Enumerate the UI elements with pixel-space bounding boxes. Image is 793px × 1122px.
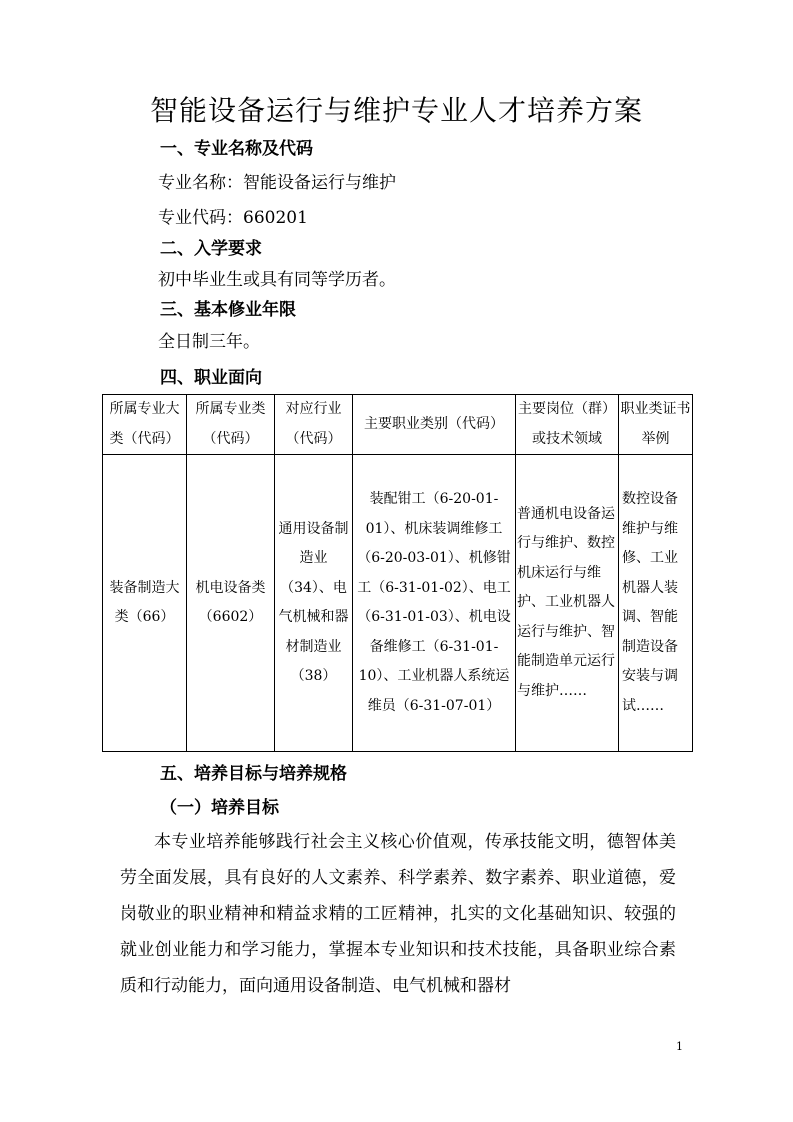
admission-text: 初中毕业生或具有同等学历者。 <box>158 270 396 290</box>
table-row <box>103 455 693 752</box>
section-heading-duration: 三、基本修业年限 <box>160 300 296 320</box>
duration-text: 全日制三年。 <box>158 332 260 352</box>
career-table <box>102 394 693 752</box>
table-cell: 普通机电设备运行与维护、数控机床运行与维护、工业机器人运行与维护、智能制造单元运行与维护…… <box>516 455 619 752</box>
section-heading-career: 四、职业面向 <box>160 368 262 388</box>
page-number: 1 <box>676 1040 683 1053</box>
table-header-cell: 所属专业类（代码） <box>187 395 275 455</box>
table-header-row <box>103 395 693 455</box>
table-cell: 通用设备制造业（34）、电气机械和器材制造业（38） <box>275 455 353 752</box>
table-cell: 机电设备类（6602） <box>187 455 275 752</box>
table-header-cell: 职业类证书举例 <box>619 395 693 455</box>
major-code-line: 专业代码：660201 <box>158 208 308 228</box>
table-header-cell: 主要职业类别（代码） <box>353 395 516 455</box>
subsection-heading-goals: （一）培养目标 <box>160 798 279 818</box>
table-cell: 数控设备维护与维修、工业机器人装调、智能制造设备安装与调试…… <box>619 455 693 752</box>
table-header-cell: 主要岗位（群）或技术领域 <box>516 395 619 455</box>
section-heading-goals-specs: 五、培养目标与培养规格 <box>160 764 347 784</box>
section-heading-admission: 二、入学要求 <box>160 239 262 259</box>
table-cell: 装备制造大类（66） <box>103 455 187 752</box>
table-header-cell: 所属专业大类（代码） <box>103 395 187 455</box>
table-cell: 装配钳工（6-20-01-01）、机床装调维修工（6-20-03-01）、机修钳工（6-31-01-02）、电工（6-31-01-03）、机电设备维修工（6-31-01-10）、工业机器人系统运维员（6-31-07-01） <box>353 455 516 752</box>
major-name-line: 专业名称：智能设备运行与维护 <box>158 173 396 193</box>
section-heading-major-name-code: 一、专业名称及代码 <box>160 139 313 159</box>
document-title: 智能设备运行与维护专业人才培养方案 <box>149 94 643 127</box>
goals-paragraph: 本专业培养能够践行社会主义核心价值观，传承技能文明，德智体美劳全面发展，具有良好的人文素养、科学素养、数字素养、职业道德，爱岗敬业的职业精神和精益求精的工匠精神，扎实的文化基础知识、较强的就业创业能力和学习能力，掌握本专业知识和技术技能，具备职业综合素质和行动能力，面向通用设备制造、电气机械和器材 <box>120 832 676 996</box>
table-header-cell: 对应行业（代码） <box>275 395 353 455</box>
